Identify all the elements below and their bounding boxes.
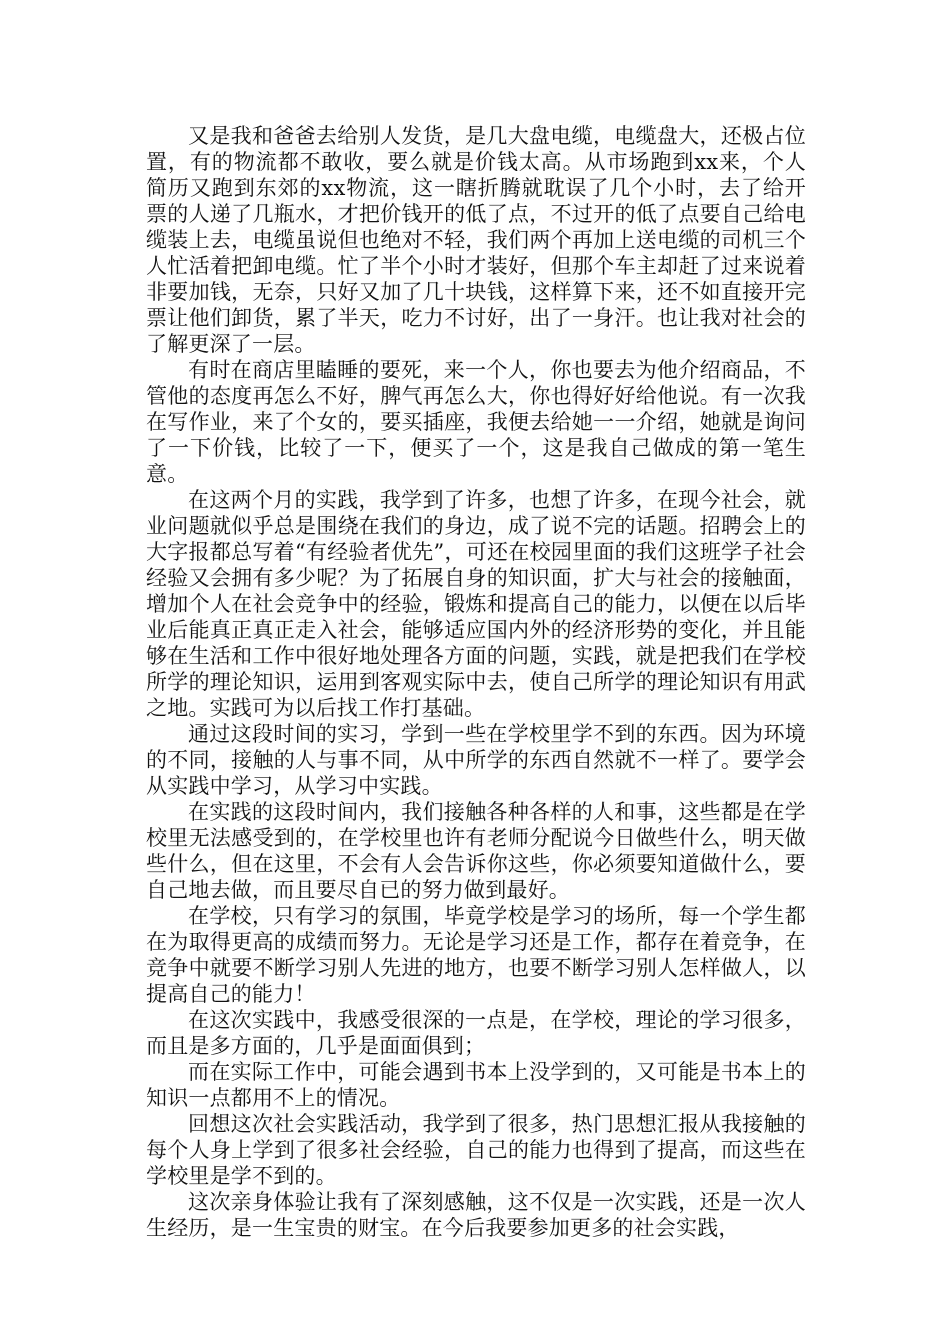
- paragraph: 而在实际工作中，可能会遇到书本上没学到的，又可能是书本上的知识一点都用不上的情况。: [146, 1060, 806, 1110]
- paragraph: 有时在商店里瞌睡的要死，来一个人，你也要去为他介绍商品，不管他的态度再怎么不好，脾气再怎么大，你也得好好给他说。有一次我在写作业，来了个女的，要买插座，我便去给她一一介绍，她就是询问了一下价钱，比较了一下，便买了一个，这是我自己做成的第一笔生意。: [146, 358, 806, 486]
- paragraph: 在这两个月的实践，我学到了许多，也想了许多，在现今社会，就业问题就似乎总是围绕在我们的身边，成了说不完的话题。招聘会上的大字报都总写着“有经验者优先”，可还在校园里面的我们这班学子社会经验又会拥有多少呢？为了拓展自身的知识面，扩大与社会的接触面，增加个人在社会竞争中的经验，锻炼和提高自己的能力，以便在以后毕业后能真正真正走入社会，能够适应国内外的经济形势的变化，并且能够在生活和工作中很好地处理各方面的问题，实践，就是把我们在学校所学的理论知识，运用到客观实际中去，使自己所学的理论知识有用武之地。实践可为以后找工作打基础。: [146, 488, 806, 720]
- document-body: [146, 123, 806, 1241]
- paragraph: 在这次实践中，我感受很深的一点是，在学校，理论的学习很多，而且是多方面的，几乎是面面俱到；: [146, 1008, 806, 1058]
- paragraph: 这次亲身体验让我有了深刻感触，这不仅是一次实践，还是一次人生经历，是一生宝贵的财宝。在今后我要参加更多的社会实践，: [146, 1190, 806, 1240]
- paragraph: 通过这段时间的实习，学到一些在学校里学不到的东西。因为环境的不同，接触的人与事不同，从中所学的东西自然就不一样了。要学会从实践中学习，从学习中实践。: [146, 722, 806, 798]
- paragraph: 回想这次社会实践活动，我学到了很多，热门思想汇报从我接触的每个人身上学到了很多社会经验，自己的能力也得到了提高，而这些在学校里是学不到的。: [146, 1112, 806, 1188]
- paragraph: 在实践的这段时间内，我们接触各种各样的人和事，这些都是在学校里无法感受到的，在学校里也许有老师分配说今日做些什么，明天做些什么，但在这里，不会有人会告诉你这些，你必须要知道做什么，要自己地去做，而且要尽自已的努力做到最好。: [146, 800, 806, 902]
- paragraph: 又是我和爸爸去给别人发货，是几大盘电缆，电缆盘大，还极占位置，有的物流都不敢收，要么就是价钱太高。从市场跑到xx来，个人简历又跑到东郊的xx物流，这一瞎折腾就耽误了几个小时，去了给开票的人递了几瓶水，才把价钱开的低了点，不过开的低了点要自己给电缆装上去，电缆虽说但也绝对不轻，我们两个再加上送电缆的司机三个人忙活着把卸电缆。忙了半个小时才装好，但那个车主却赶了过来说着非要加钱，无奈，只好又加了几十块钱，这样算下来，还不如直接开完票让他们卸货，累了半天，吃力不讨好，出了一身汗。也让我对社会的了解更深了一层。: [146, 124, 806, 356]
- paragraph: 在学校，只有学习的氛围，毕竟学校是学习的场所，每一个学生都在为取得更高的成绩而努力。无论是学习还是工作，都存在着竞争，在竞争中就要不断学习别人先进的地方，也要不断学习别人怎样做人，以提高自己的能力！: [146, 904, 806, 1006]
